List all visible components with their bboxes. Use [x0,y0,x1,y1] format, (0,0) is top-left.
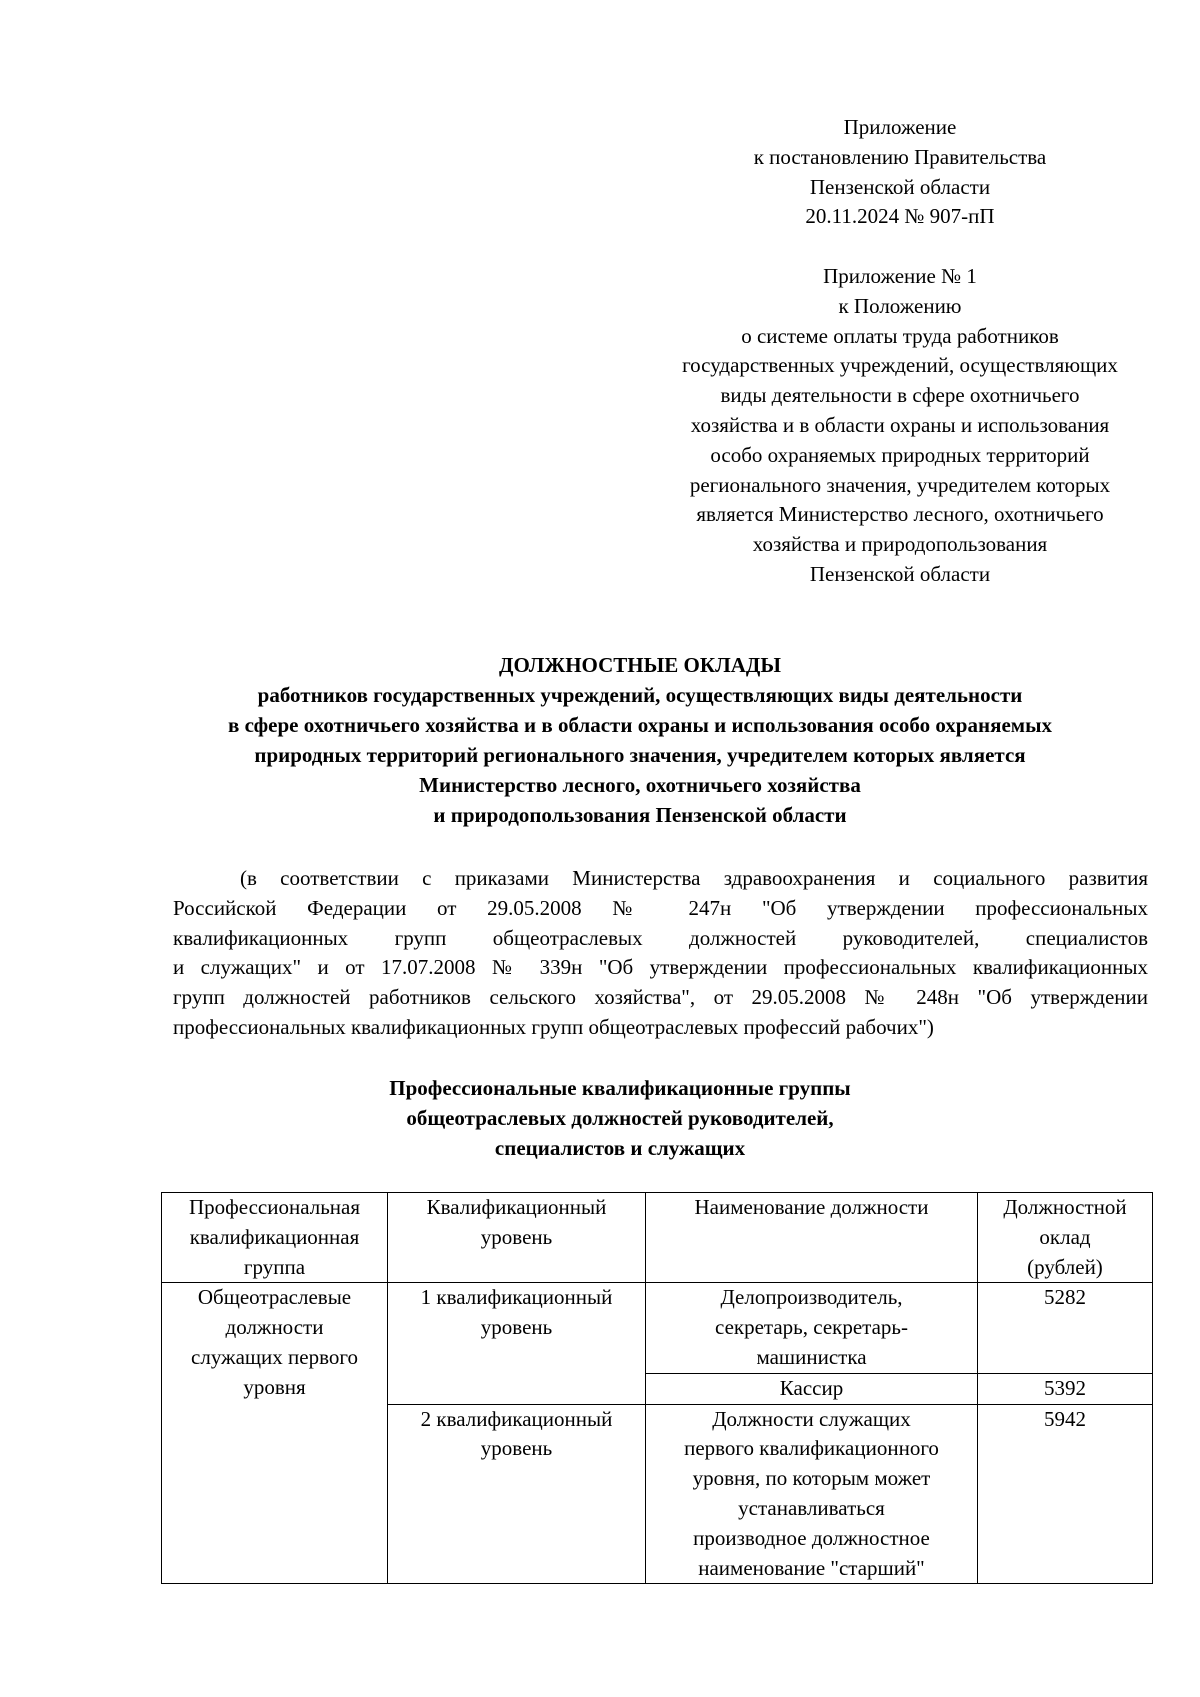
annex-sub-line: Приложение № 1 [823,264,977,288]
title-line: и природопользования Пензенской области [433,803,847,827]
header-cell-group: Профессиональная квалификационная группа [162,1193,388,1283]
position-cell: Должности служащих первого квалификационного уровня, по которым может устанавливаться производное должностное наименование "старший" [646,1404,978,1584]
note-line: (в соответствии с приказами Министерства здравоохранения и социального развития [240,866,1148,890]
annex-sub-line: особо охраняемых природных территорий [710,442,1090,467]
section-title-line: Профессиональные квалификационные группы [389,1076,851,1100]
salary-table [161,1192,1153,1584]
salary-cell: 5392 [978,1373,1153,1404]
annex-main-line: к постановлению Правительства [753,144,1047,169]
position-cell: Делопроизводитель, секретарь, секретарь- машинистка [646,1283,978,1373]
section-title-line: специалистов и служащих [494,1136,746,1160]
annex-sub-line: регионального значения, учредителем которых [689,472,1111,497]
table-row [162,1283,1153,1373]
title-line: в сфере охотничьего хозяйства и в области охраны и использования особо охраняемых [228,713,1052,737]
annex-sub-line: о системе оплаты труда работников [741,323,1059,348]
section-title [340,1073,900,1163]
note-line: Российской Федерации от 29.05.2008 № 247н "Об утверждении профессиональных [173,895,1148,920]
note-line: квалификационных групп общеотраслевых должностей руководителей, специалистов [173,925,1148,950]
title-line: Министерство лесного, охотничьего хозяйства [419,773,861,797]
annex-sub-line: хозяйства и природопользования [752,532,1048,557]
salary-cell: 5942 [978,1404,1153,1584]
title-line: ДОЛЖНОСТНЫЕ ОКЛАДЫ [499,653,781,677]
annex-sub-line: виды деятельности в сфере охотничьего [720,383,1080,408]
header-cell-salary: Должностной оклад (рублей) [978,1193,1153,1283]
annex-header-sub [620,262,1180,590]
legal-basis-note [173,864,1148,1043]
annex-header-main [700,113,1100,232]
level-cell: 1 квалификационный уровень [388,1283,646,1404]
level-cell: 2 квалификационный уровень [388,1404,646,1584]
position-cell: Кассир [646,1373,978,1404]
annex-sub-line: к Положению [838,293,962,318]
annex-main-line: Приложение [843,115,957,139]
note-line: групп должностей работников сельского хозяйства", от 29.05.2008 № 248н "Об утверждении [173,985,1148,1010]
header-cell-level: Квалификационный уровень [388,1193,646,1283]
table-header-row [162,1193,1153,1283]
salary-cell: 5282 [978,1283,1153,1373]
document-title [140,650,1140,830]
header-cell-position: Наименование должности [646,1193,978,1283]
annex-sub-line: является Министерство лесного, охотничьего [696,502,1104,527]
annex-sub-line: хозяйства и в области охраны и использования [690,412,1110,437]
group-cell: Общеотраслевые должности служащих первого уровня [162,1283,388,1584]
annex-main-date: 20.11.2024 № 907-пП [805,204,995,229]
section-title-line: общеотраслевых должностей руководителей, [406,1106,834,1130]
annex-sub-line: Пензенской области [809,561,991,586]
title-line: работников государственных учреждений, осуществляющих виды деятельности [257,683,1023,707]
annex-main-line: Пензенской области [809,174,991,199]
note-line: профессиональных квалификационных групп общеотраслевых профессий рабочих") [173,1014,934,1039]
annex-sub-line: государственных учреждений, осуществляющих [682,353,1118,378]
title-line: природных территорий регионального значения, учредителем которых является [254,743,1026,767]
note-line: и служащих" и от 17.07.2008 № 339н "Об утверждении профессиональных квалификационных [173,955,1148,980]
